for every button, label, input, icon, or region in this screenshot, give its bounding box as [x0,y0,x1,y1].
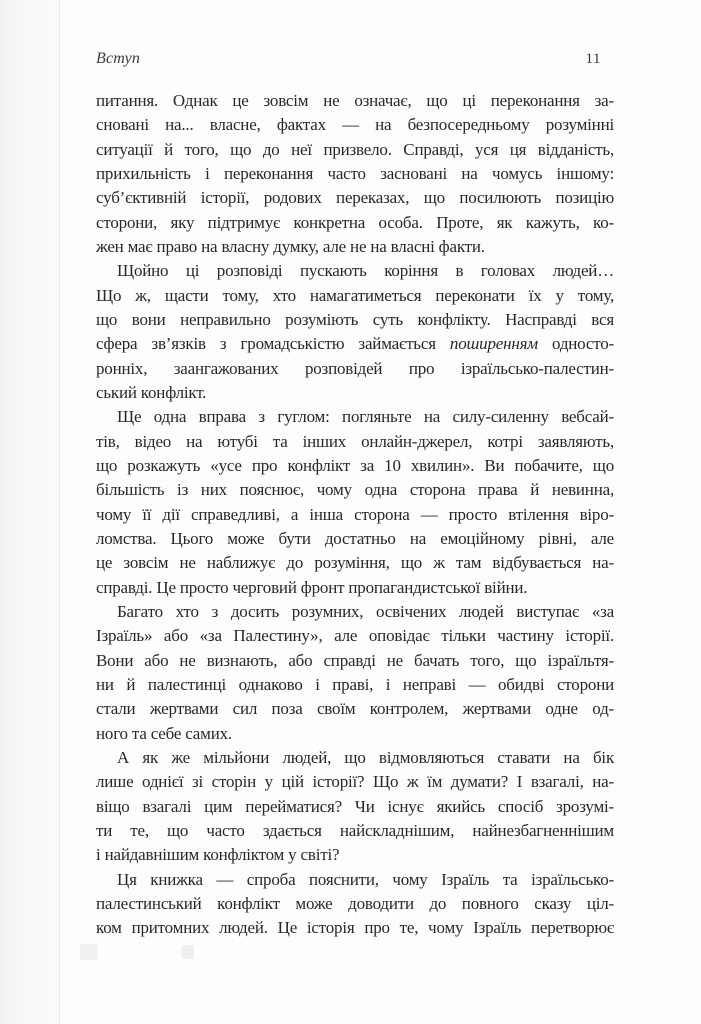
text-block [96,89,614,940]
paragraph-1-line-2: сновані на... власне, фактах — на безпосередньому розумінні [96,115,614,135]
paragraph-1-line-3: ситуації й того, що до неї призвело. Справді, уся ця відданість, [96,139,614,159]
paragraph-1-line-6: сторони, яку підтримує конкретна особа. Проте, як кажуть, ко- [96,212,614,232]
paragraph-4-line-3: Вони або не визнають, або справді не бачать того, що ізраїльтя- [96,650,614,670]
paragraph-3-line-2: тів, відео на ютубі та інших онлайн-джерел, котрі заявляють, [96,431,614,451]
scan-smudge [80,944,97,960]
paragraph-3-line-7: це зовсім не наближує до розуміння, що ж там відбувається на- [96,553,614,573]
paragraph-5-line-3: віщо взагалі цим перейматися? Чи існує якийсь спосіб зрозумі- [96,796,614,816]
paragraph-4-line-4: ни й палестинці однаково і праві, і неправі — обидві сторони [96,674,614,694]
paragraph-2-line-2: Що ж, щасти тому, хто намагатиметься переконати їх у тому, [96,285,614,305]
page-edge-shadow [0,0,60,1024]
paragraph-6-line-2: палестинський конфлікт може доводити до повного сказу ціл- [96,893,614,913]
paragraph-1-line-1: питання. Однак це зовсім не означає, що ці переконання за- [96,91,614,110]
paragraph-3-line-8: справді. Це просто черговий фронт пропагандистської війни. [96,577,528,597]
paragraph-3-line-1: Ще одна вправа з гуглом: погляньте на силу-силенну вебсай- [117,407,614,427]
paragraph-2-line-5: ронніх, заангажованих розповідей про ізраїльсько-палестин- [96,358,614,378]
paragraph-5-line-1: А як же мільйони людей, що відмовляються ставати на бік [117,747,614,767]
running-header [96,50,614,68]
paragraph-5-line-2: лише однієї зі сторін у цій історії? Що ж їм думати? І взагалі, на- [96,772,614,792]
paragraph-4-line-5: стали жертвами сил поза своїм контролем, жертвами одне од- [96,699,614,719]
paragraph-3-line-5: чому її дії справедливі, а інша сторона — просто втілення віро- [96,504,614,524]
paragraph-5-line-5: і найдавнішим конфліктом у світі? [96,845,340,865]
paragraph-2-line-1: Щойно ці розповіді пускають коріння в головах людей… [117,261,614,281]
page-number: 11 [585,51,601,67]
paragraph-6-line-3: ком притомних людей. Це історія про те, чому Ізраїль перетворює [96,918,614,938]
paragraph-3-line-6: ломства. Цього може бути достатньо на емоційному рівні, але [96,528,614,548]
paragraph-4-line-1: Багато хто з досить розумних, освічених людей виступає «за [117,601,614,621]
paragraph-4-line-2: Ізраїль» або «за Палестину», але оповідає тільки частину історії. [96,626,614,646]
section-title: Вступ [96,50,141,67]
paragraph-4-line-6: ного та себе самих. [96,723,232,743]
paragraph-1-line-5: суб’єктивній історії, родових переказах, що посилюють позицію [96,188,614,208]
paragraph-2-line-6: ський конфлікт. [96,382,207,402]
paragraph-1-line-4: прихильність і переконання часто засновані на чомусь іншому: [96,163,614,183]
paragraph-2-line-4: сфера зв’язків з громадськістю займається поширенням односто- [96,334,615,354]
paragraph-2-line-3: що вони неправильно розуміють суть конфлікту. Насправді вся [96,309,614,329]
paragraph-6-line-1: Ця книжка — спроба пояснити, чому Ізраїль та ізраїльсько- [117,869,614,889]
paragraph-3-line-3: що розкажуть «усе про конфлікт за 10 хвилин». Ви побачите, що [96,455,614,475]
paragraph-1-line-7: жен має право на власну думку, але не на власні факти. [96,236,485,256]
paragraph-3-line-4: більшість із них пояснює, чому одна сторона права й невинна, [96,480,614,500]
paragraph-5-line-4: ти те, що часто здається найскладнішим, найнезбагненнішим [96,820,614,840]
scan-smudge [181,945,194,959]
